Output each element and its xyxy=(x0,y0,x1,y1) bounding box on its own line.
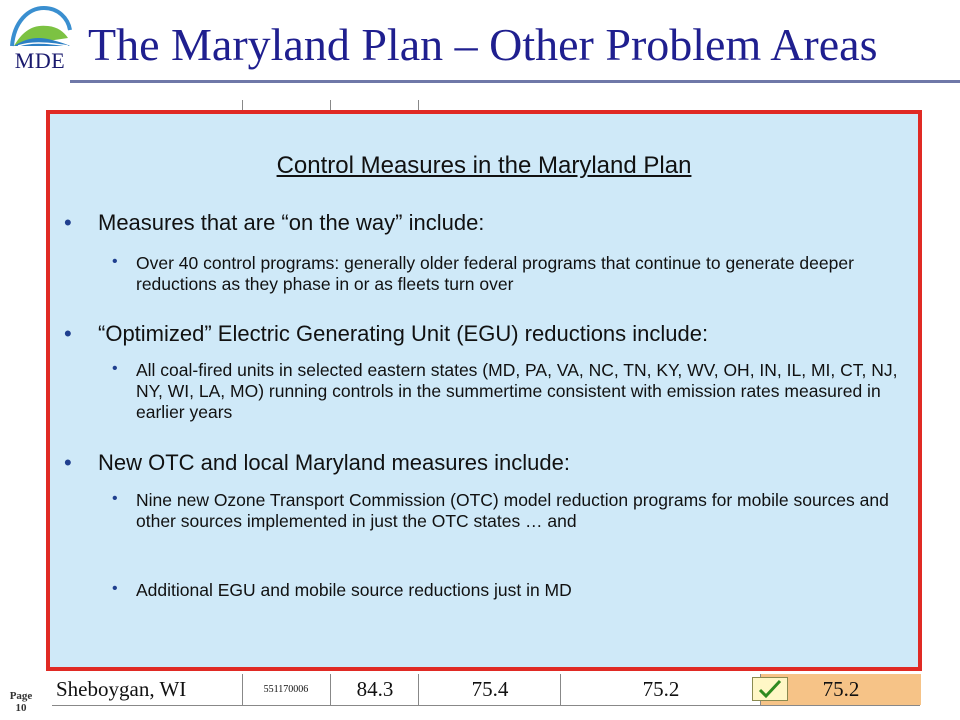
sub-bullet-text: All coal-fired units in selected eastern states (MD, PA, VA, NC, TN, KY, WV, OH, IN, IL, MI, CT, NJ, NY, WI, LA, MO) running controls in the summertime consistent with emission rates measured in earlier years xyxy=(136,360,898,422)
page-label-text: Page xyxy=(9,690,33,702)
bullet-icon: • xyxy=(64,210,72,235)
title-divider xyxy=(70,80,960,83)
checkmark-icon xyxy=(752,677,788,701)
value-cell-2: 75.4 xyxy=(418,674,561,705)
control-measures-panel xyxy=(46,110,922,671)
bullet-icon: • xyxy=(64,450,72,475)
sub-bullet-item xyxy=(112,490,918,532)
bullet-text: New OTC and local Maryland measures include: xyxy=(98,450,570,475)
panel-title: Control Measures in the Maryland Plan xyxy=(276,152,692,179)
bullet-icon: • xyxy=(112,360,118,377)
sub-bullet-text: Nine new Ozone Transport Commission (OTC) model reduction programs for mobile sources and other sources implemented in just the OTC states … and xyxy=(136,490,889,531)
value-cell-4: 75.2 xyxy=(760,674,921,705)
sub-bullet-item xyxy=(112,360,918,423)
bullet-icon: • xyxy=(64,321,72,346)
bullet-icon: • xyxy=(112,580,118,597)
bullet-text: “Optimized” Electric Generating Unit (EGU) reductions include: xyxy=(98,321,709,346)
value-cell-3: 75.2 xyxy=(560,674,761,705)
sub-bullet-item xyxy=(112,253,918,295)
sub-bullet-text: Over 40 control programs: generally older federal programs that continue to generate deeper reductions as they phase in or as fleets turn over xyxy=(136,253,854,294)
bullet-item xyxy=(64,210,484,236)
bullet-icon: • xyxy=(112,253,118,270)
bullet-item xyxy=(64,450,570,476)
location-cell: Sheboygan, WI xyxy=(56,677,187,701)
logo-text: MDE xyxy=(14,48,66,73)
sub-bullet-item xyxy=(112,580,572,601)
table-row xyxy=(52,674,920,706)
mde-logo xyxy=(4,2,76,76)
mde-logo-icon xyxy=(4,2,76,50)
bullet-icon: • xyxy=(112,490,118,507)
page-title: The Maryland Plan – Other Problem Areas xyxy=(88,19,878,70)
page-number-text: 10 xyxy=(15,702,27,714)
page-number xyxy=(4,690,38,714)
site-id-cell: 551170006 xyxy=(242,674,329,705)
value-cell-1: 84.3 xyxy=(330,674,419,705)
bullet-text: Measures that are “on the way” include: xyxy=(98,210,485,235)
sub-bullet-text: Additional EGU and mobile source reductions just in MD xyxy=(136,580,572,600)
bullet-item xyxy=(64,321,708,347)
